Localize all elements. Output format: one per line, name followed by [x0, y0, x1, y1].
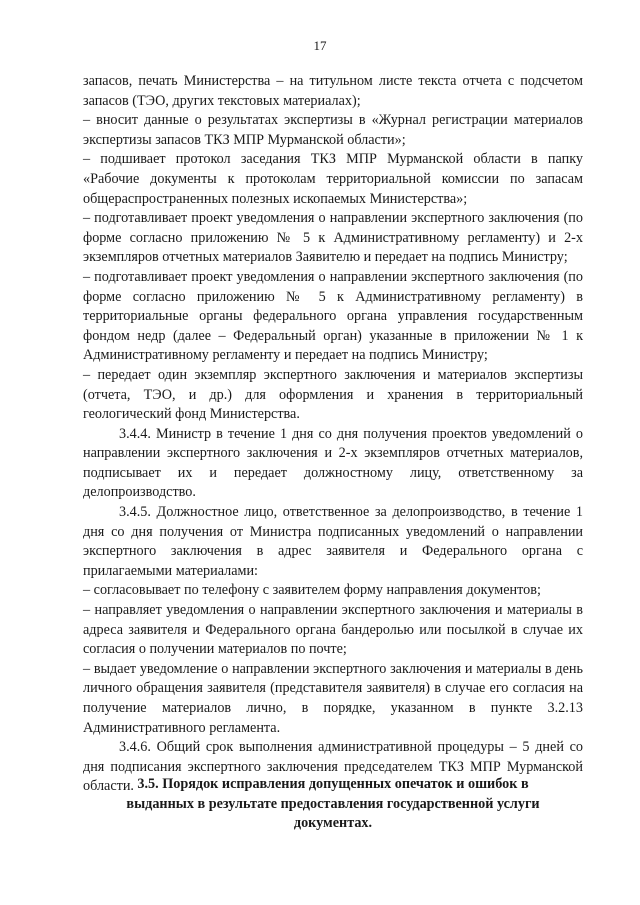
paragraph: – подшивает протокол заседания ТКЗ МПР Мурманской области в папку «Рабочие документы к протоколам территориальной комиссии по запасам общераспространенных полезных ископаемых Министерства»;: [83, 151, 583, 207]
paragraph: 3.4.6. Общий срок выполнения административной процедуры – 5 дней со дня подписания экспертного заключения председателем ТКЗ МПР Мурманской области.: [83, 739, 583, 795]
paragraph: – вносит данные о результатах экспертизы в «Журнал регистрации материалов экспертизы запасов ТКЗ МПР Мурманской области»;: [83, 112, 583, 148]
paragraph: – выдает уведомление о направлении экспертного заключения и материалы в день личного обращения заявителя (представителя заявителя) в случае его согласия на получение материалов лично, в порядке, указанном в пункте 3.2.13 Административного регламента.: [83, 660, 583, 736]
document-body: [83, 72, 583, 797]
section-heading-line-1: 3.5. Порядок исправления допущенных опечаток и ошибок в: [137, 776, 529, 792]
paragraph: 3.4.4. Министр в течение 1 дня со дня получения проектов уведомлений о направлении экспертного заключения и 2-х экземпляров отчетных материалов, подписывает их и передает должностному лицу, ответственному за делопроизводство.: [83, 425, 583, 501]
section-heading: [83, 775, 583, 834]
paragraph: – согласовывает по телефону с заявителем форму направления документов;: [83, 582, 541, 599]
paragraph: запасов, печать Министерства – на титульном листе текста отчета с подсчетом запасов (ТЭО, других текстовых материалах);: [83, 73, 583, 109]
paragraph: – подготавливает проект уведомления о направлении экспертного заключения (по форме согласно приложению № 5 к Административному регламенту) и 2-х экземпляров отчетных материалов Заявителю и передает на подпись Министру;: [83, 210, 583, 266]
page-number: 17: [313, 38, 327, 53]
paragraph: – подготавливает проект уведомления о направлении экспертного заключения (по форме согласно приложению № 5 к Административному регламенту) в территориальные органы федерального органа управления государственным фондом недр (далее – Федеральный орган) указанные в приложении № 1 к Административному регламенту и передает на подпись Министру;: [83, 268, 583, 364]
paragraph: 3.4.5. Должностное лицо, ответственное за делопроизводство, в течение 1 дня со дня получения от Министра подписанных уведомлений о направлении экспертного заключения в адрес заявителя и Федерального органа с прилагаемыми материалами:: [83, 504, 583, 579]
section-heading-line-3: документах.: [293, 815, 373, 832]
paragraph: – передает один экземпляр экспертного заключения и материалов экспертизы (отчета, ТЭО, и др.) для оформления и хранения в территориальный геологический фонд Министерства.: [83, 366, 583, 423]
section-heading-line-2: выданных в результате предоставления государственной услуги: [126, 795, 540, 812]
paragraph: – направляет уведомления о направлении экспертного заключения и материалы в адреса заявителя и Федерального органа бандеролью или посылкой в случае их согласия о получении материалов по почте;: [83, 602, 583, 658]
